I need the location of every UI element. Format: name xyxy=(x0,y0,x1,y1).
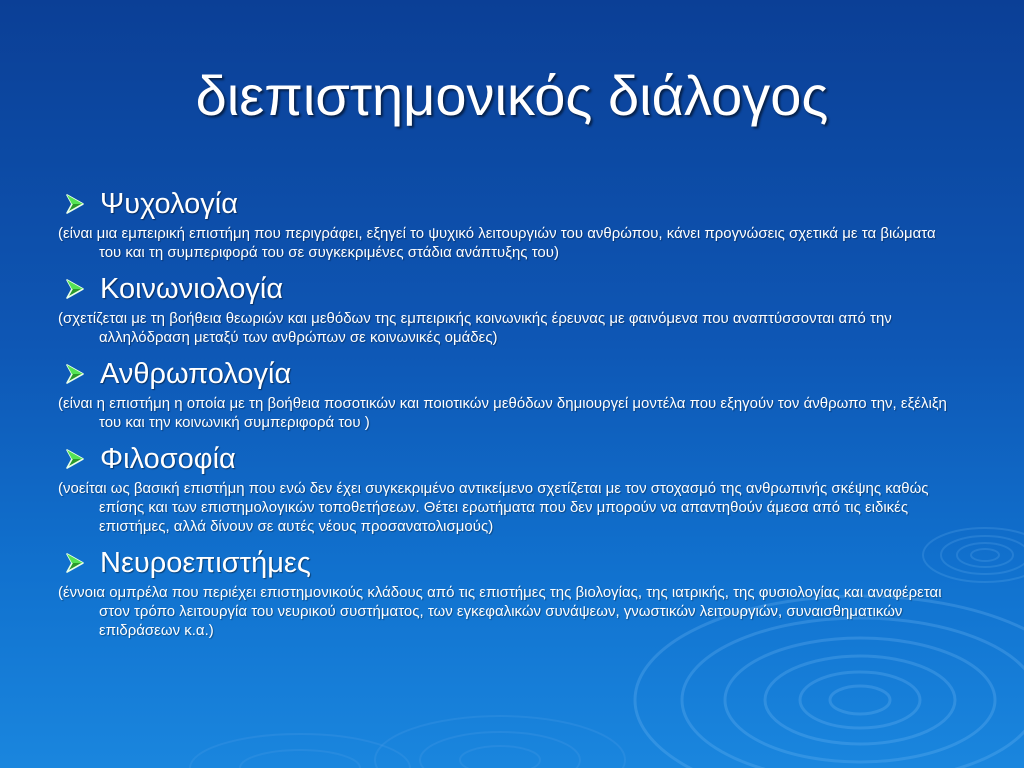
topic-description: (είναι η επιστήμη η οποία με τη βοήθεια ποσοτικών και ποιοτικών μεθόδων δημιουργεί μοντέλα που εξηγούν τον άνθρωπο την, εξέλιξη του και την κοινωνική συμπεριφορά του ) xyxy=(58,395,947,431)
list-item-heading xyxy=(62,439,958,479)
list-item xyxy=(58,439,958,536)
topic-neuroscience: Νευροεπιστήμες xyxy=(100,547,311,579)
topic-anthropology: Ανθρωπολογία xyxy=(100,358,292,390)
topic-description: (έννοια ομπρέλα που περιέχει επιστημονικούς κλάδους από τις επιστήμες της βιολογίας, της ιατρικής, της φυσιολογίας και αναφέρεται στον τρόπο λειτουργία του νευρικού συστήματος, των εγκεφαλικών συνάψεων, γνωστικών λειτουργιών, συναισθηματικών επιδράσεων κ.α.) xyxy=(58,584,942,639)
arrow-bullet-icon xyxy=(62,191,88,217)
list-item xyxy=(58,184,958,262)
list-item-heading xyxy=(62,184,958,224)
topic-description: (είναι μια εμπειρική επιστήμη που περιγράφει, εξηγεί το ψυχικό λειτουργιών του ανθρώπου, κάνει προγνώσεις σχετικά με τα βιώματα του και τη συμπεριφορά του σε συγκεκριμένες στάδια ανάπτυξης του) xyxy=(58,225,936,261)
list-item xyxy=(58,269,958,347)
list-item-heading xyxy=(62,543,958,583)
list-item-heading xyxy=(62,269,958,309)
slide-title: διεπιστημονικός διάλογος xyxy=(195,64,829,127)
list-item-heading xyxy=(62,354,958,394)
topic-sociology: Κοινωνιολογία xyxy=(100,273,284,305)
list-item xyxy=(58,354,958,432)
topic-description: (νοείται ως βασική επιστήμη που ενώ δεν έχει συγκεκριμένο αντικείμενο σχετίζεται με τον στοχασμό της ανθρωπινής σκέψης καθώς επίσης και των επιστημολογικών τοποθετήσεων. Θέτει ερωτήματα που δεν μπορούν να απαντηθούν άμεσα από τις ειδικές επιστήμες, αλλά δίνουν σε αυτές νέους προσανατολισμούς) xyxy=(58,480,929,535)
topic-psychology: Ψυχολογία xyxy=(100,188,239,220)
arrow-bullet-icon xyxy=(62,361,88,387)
arrow-bullet-icon xyxy=(62,276,88,302)
arrow-bullet-icon xyxy=(62,446,88,472)
topic-philosophy: Φιλοσοφία xyxy=(100,443,236,475)
topic-description: (σχετίζεται με τη βοήθεια θεωριών και μεθόδων της εμπειρικής κοινωνικής έρευνας με φαινόμενα που αναπτύσσονται από την αλληλόδραση μεταξύ των ανθρώπων σε κοινωνικές ομάδες) xyxy=(58,310,892,346)
topic-list xyxy=(58,184,958,647)
arrow-bullet-icon xyxy=(62,550,88,576)
list-item xyxy=(58,543,958,640)
